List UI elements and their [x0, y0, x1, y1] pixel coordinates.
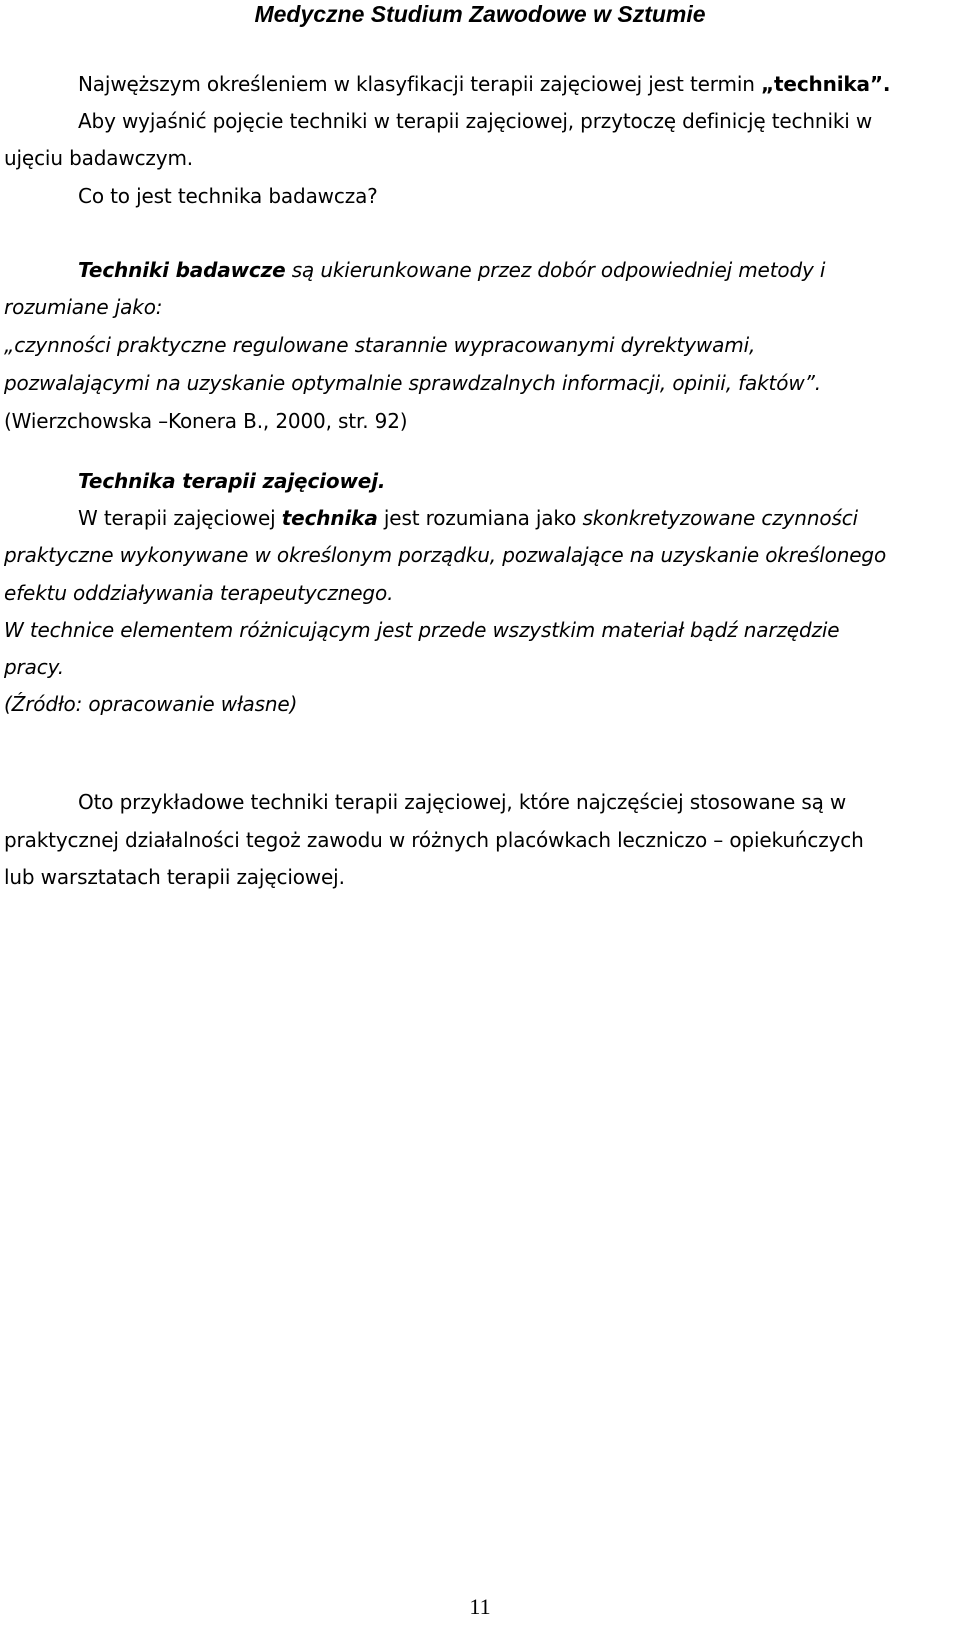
- therapy-text-italic: skonkretyzowane czynności: [582, 506, 858, 530]
- examples-line-1: Oto przykładowe techniki terapii zajęciowej, które najczęściej stosowane są w: [78, 790, 847, 814]
- therapy-line-1: [78, 505, 858, 531]
- definition-quote-line-2: pozwalającymi na uzyskanie optymalnie sprawdzalnych informacji, opinii, faktów”.: [4, 371, 821, 395]
- term-techniki-badawcze: Techniki badawcze: [78, 258, 286, 282]
- therapy-line-3: efektu oddziaływania terapeutycznego.: [4, 581, 394, 605]
- page-header: Medyczne Studium Zawodowe w Sztumie: [254, 1, 706, 27]
- section-heading: Technika terapii zajęciowej.: [78, 469, 386, 493]
- therapy-line-5: pracy.: [4, 655, 64, 679]
- intro-text: Najwęższym określeniem w klasyfikacji terapii zajęciowej jest termin: [78, 72, 761, 96]
- intro-line-3: ujęciu badawczym.: [4, 146, 194, 170]
- therapy-text: jest rozumiana jako: [377, 506, 583, 530]
- intro-line-2: Aby wyjaśnić pojęcie techniki w terapii zajęciowej, przytoczę definicję techniki w: [78, 109, 873, 133]
- definition-text: są ukierunkowane przez dobór odpowiedniej metody i: [285, 258, 826, 282]
- therapy-line-2: praktyczne wykonywane w określonym porządku, pozwalające na uzyskanie określonego: [4, 543, 887, 567]
- definition-line-1: [78, 257, 825, 283]
- term-technika: „technika”.: [761, 72, 891, 96]
- therapy-source: (Źródło: opracowanie własne): [4, 692, 298, 716]
- intro-line-1: [78, 71, 890, 97]
- examples-line-2: praktycznej działalności tegoż zawodu w różnych placówkach leczniczo – opiekuńczych: [4, 828, 864, 852]
- definition-line-2: rozumiane jako:: [4, 295, 163, 319]
- therapy-line-4: W technice elementem różnicującym jest przede wszystkim materiał bądź narzędzie: [4, 618, 840, 642]
- page-number: 11: [469, 1594, 491, 1619]
- examples-line-3: lub warsztatach terapii zajęciowej.: [4, 865, 345, 889]
- therapy-text: W terapii zajęciowej: [78, 506, 282, 530]
- term-technika-therapy: technika: [281, 506, 378, 530]
- definition-citation: (Wierzchowska –Konera B., 2000, str. 92): [4, 409, 408, 433]
- intro-question: Co to jest technika badawcza?: [78, 184, 378, 208]
- definition-quote-line-1: „czynności praktyczne regulowane starannie wypracowanymi dyrektywami,: [4, 333, 756, 357]
